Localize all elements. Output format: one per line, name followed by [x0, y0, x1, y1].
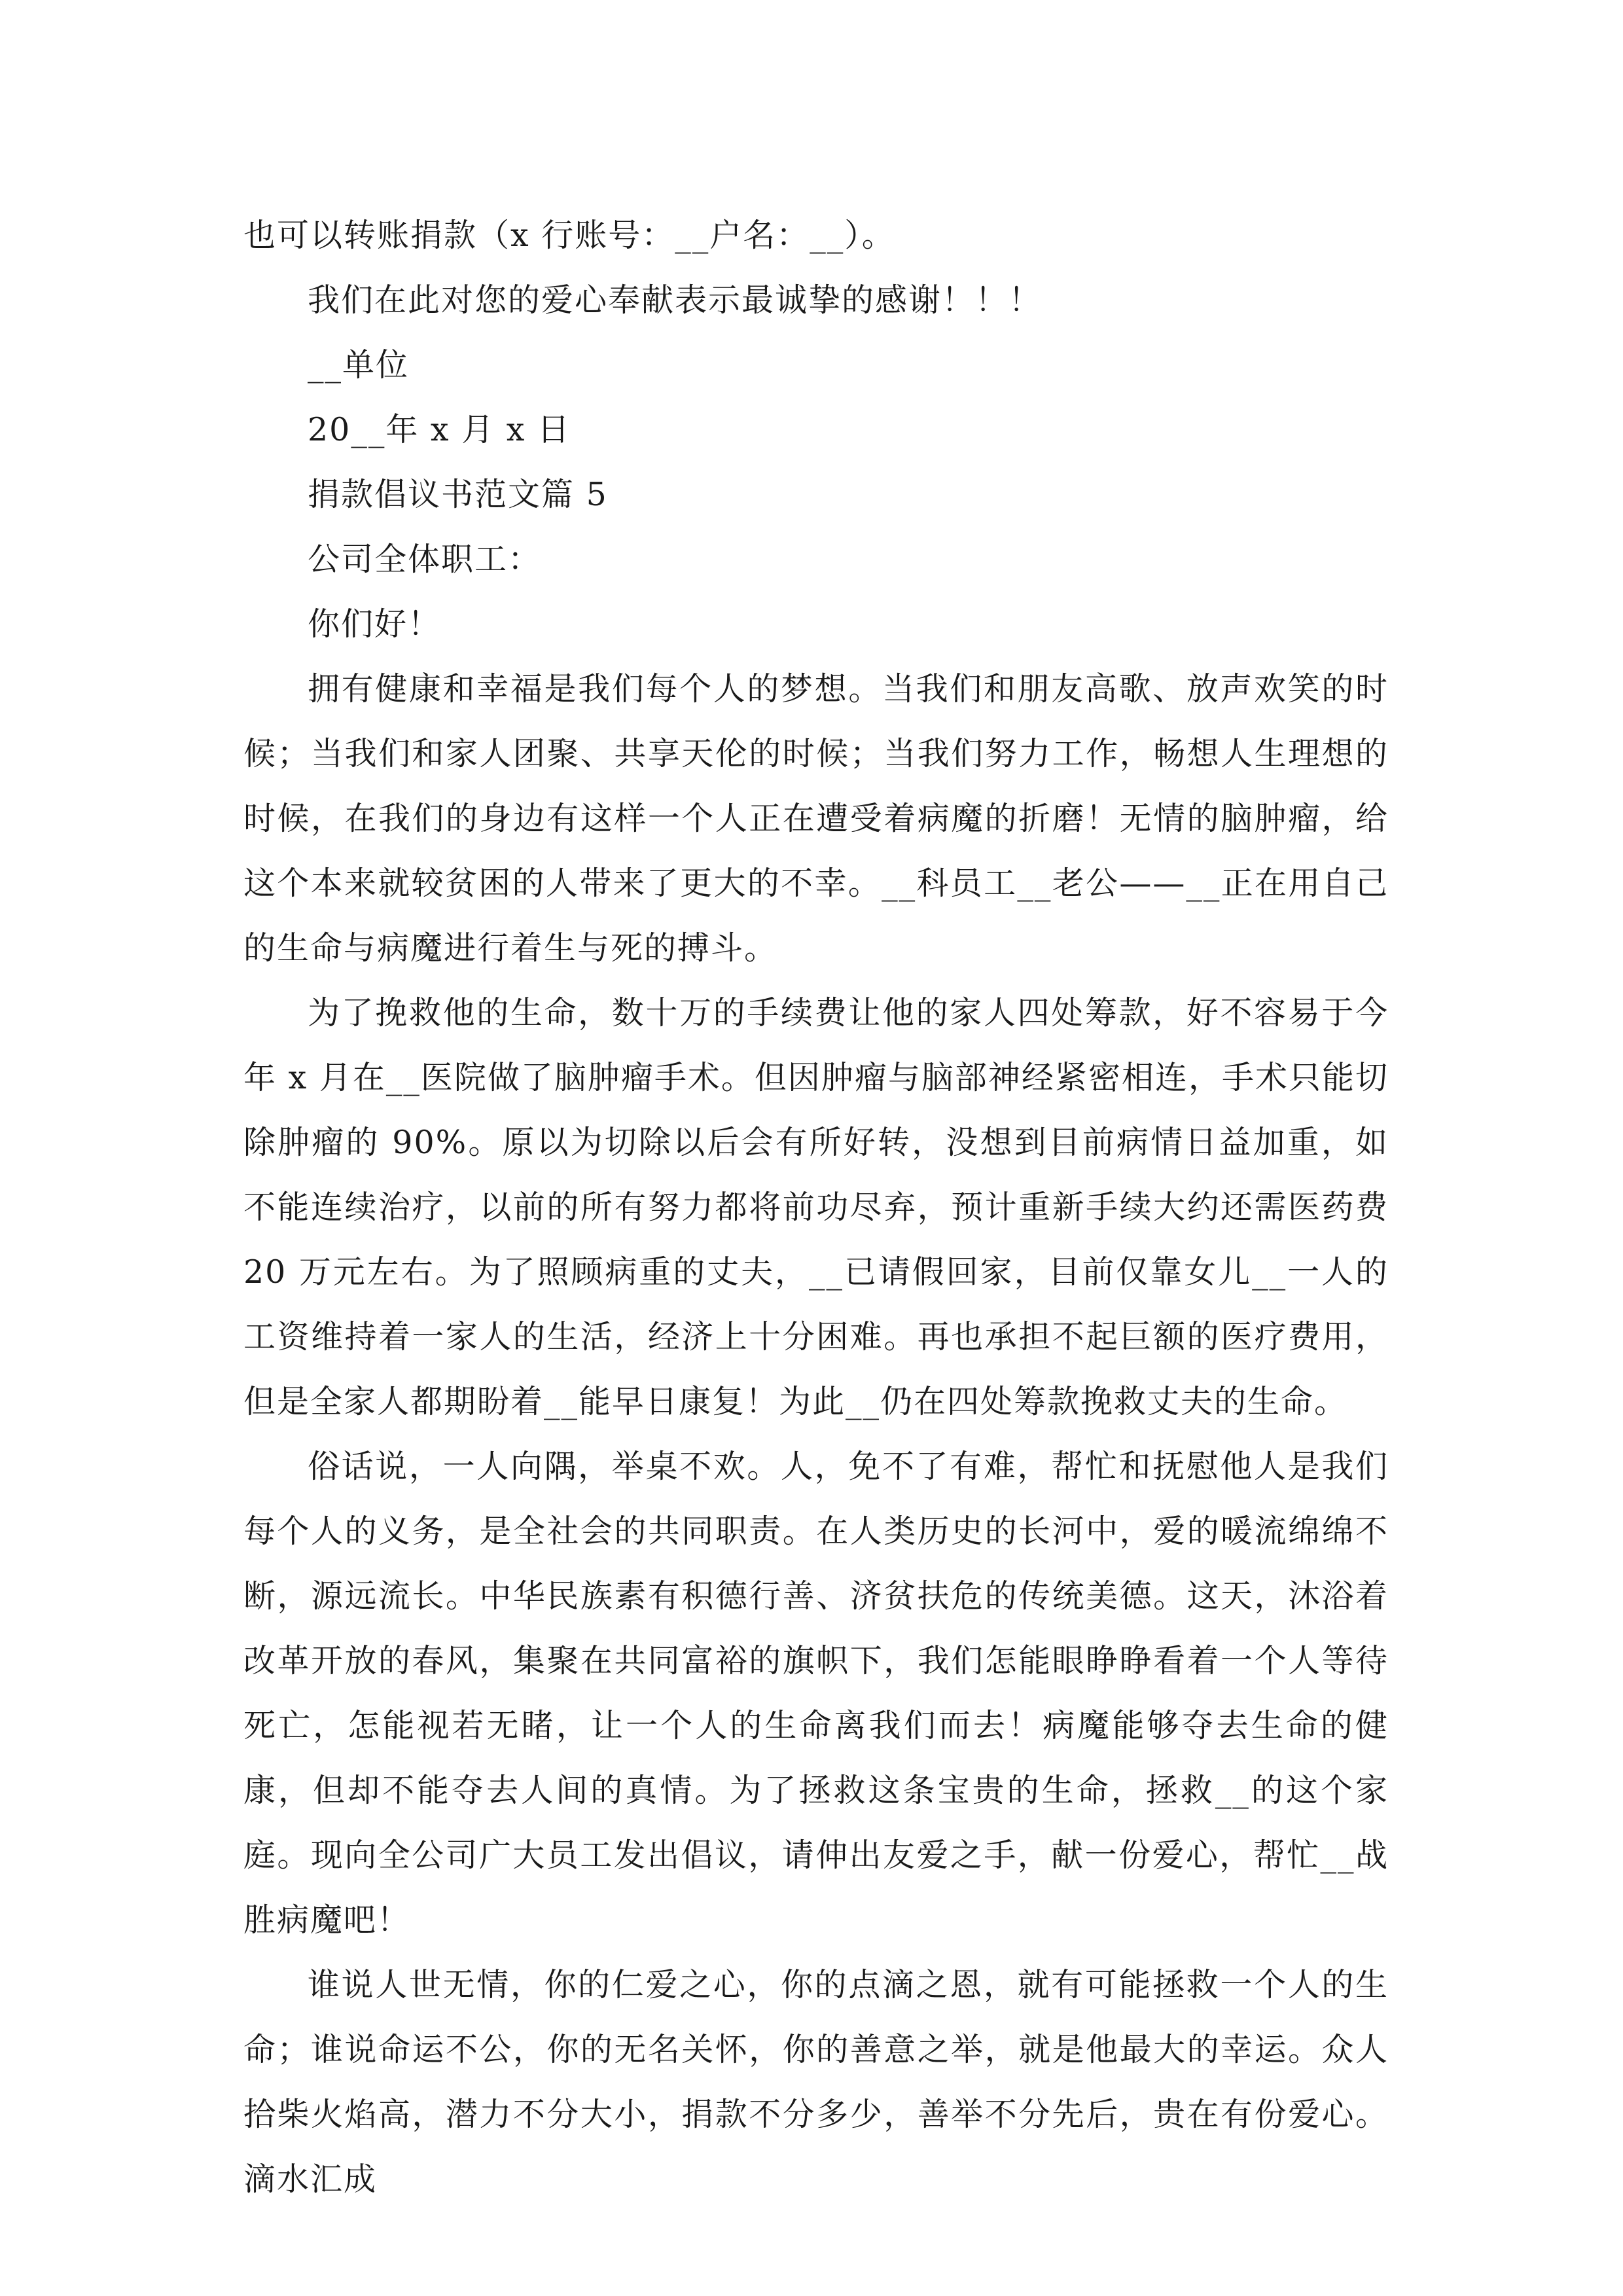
greeting: 你们好！ [308, 605, 442, 643]
section-title: 捐款倡议书范文篇 5 [308, 476, 608, 513]
paragraph-body-4: 谁说人世无情，你的仁爱之心，你的点滴之恩，就有可能拯救一个人的生命；谁说命运不公，你的无名关怀，你的善意之举，就是他最大的幸运。众人拾柴火焰高，潜力不分大小，捐款不分多少，善举不分先后，贵在有份爱心。滴水汇成 [243, 1966, 1389, 2198]
document-body [243, 203, 1389, 2212]
paragraph-body-2: 为了挽救他的生命，数十万的手续费让他的家人四处筹款，好不容易于今年 x 月在__医院做了脑肿瘤手术。但因肿瘤与脑部神经紧密相连，手术只能切除肿瘤的 90%。原以为切除以后会有所好转，没想到目前病情日益加重，如不能连续治疗，以前的所有努力都将前功尽弃，预计重新手续大约还需医药费 20 万元左右。为了照顾病重的丈夫，__已请假回家，目前仅靠女儿__一人的工资维持着一家人的生活，经济上十分困难。再也承担不起巨额的医疗费用，但是全家人都期盼着__能早日康复！为此__仍在四处筹款挽救丈夫的生命。 [243, 994, 1389, 1420]
paragraph-body-1: 拥有健康和幸福是我们每个人的梦想。当我们和朋友高歌、放声欢笑的时候；当我们和家人团聚、共享天伦的时候；当我们努力工作，畅想人生理想的时候，在我们的身边有这样一个人正在遭受着病魔的折磨！无情的脑肿瘤，给这个本来就较贫困的人带来了更大的不幸。__科员工__老公——__正在用自己的生命与病魔进行着生与死的搏斗。 [243, 670, 1389, 967]
signature-date: 20__年 x 月 x 日 [308, 411, 571, 448]
signature-unit: __单位 [308, 346, 410, 384]
paragraph-thanks: 我们在此对您的爱心奉献表示最诚挚的感谢！！！ [308, 281, 1043, 319]
paragraph-body-3: 俗话说，一人向隅，举桌不欢。人，免不了有难，帮忙和抚慰他人是我们每个人的义务，是全社会的共同职责。在人类历史的长河中，爱的暖流绵绵不断，源远流长。中华民族素有积德行善、济贫扶危的传统美德。这天，沐浴着改革开放的春风，集聚在共同富裕的旗帜下，我们怎能眼睁睁看着一个人等待死亡，怎能视若无睹，让一个人的生命离我们而去！病魔能够夺去生命的健康，但却不能夺去人间的真情。为了拯救这条宝贵的生命，拯救__的这个家庭。现向全公司广大员工发出倡议，请伸出友爱之手，献一份爱心，帮忙__战胜病魔吧！ [243, 1448, 1389, 1939]
salutation: 公司全体职工： [308, 541, 542, 578]
paragraph-transfer-info: 也可以转账捐款（x 行账号：__户名：__）。 [243, 217, 895, 254]
